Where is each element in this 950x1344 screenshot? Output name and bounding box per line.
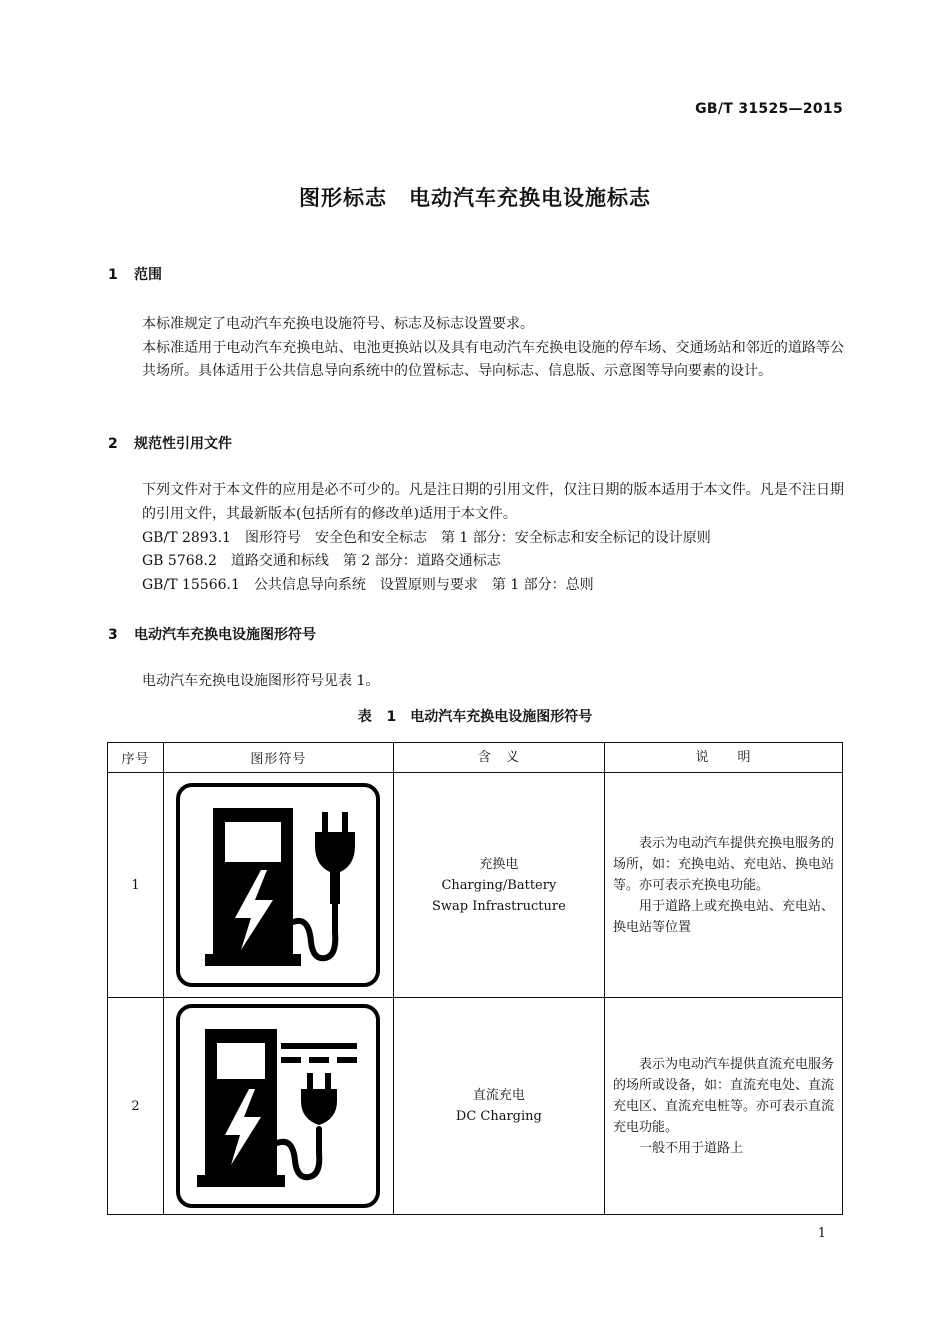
section-number: 3 bbox=[108, 627, 118, 643]
dc-charging-station-icon bbox=[175, 1003, 381, 1209]
section-2-body bbox=[108, 479, 844, 526]
header-symbol: 图形符号 bbox=[163, 743, 393, 773]
header-no: 序号 bbox=[108, 743, 164, 773]
meaning-en: DC Charging bbox=[455, 1109, 542, 1124]
section-number: 1 bbox=[108, 267, 118, 283]
row-number: 2 bbox=[108, 998, 164, 1215]
section-title: 规范性引用文件 bbox=[134, 436, 232, 452]
description-text: 用于道路上或充换电站、充电站、换电站等位置 bbox=[612, 898, 834, 935]
symbol-cell bbox=[163, 773, 393, 998]
description-cell bbox=[604, 773, 842, 998]
section-number: 2 bbox=[108, 436, 118, 452]
description-text: 表示为电动汽车提供直流充电服务的场所或设备，如：直流充电处、直流充电区、直流充电桩等。亦可表示直流充电功能。 bbox=[612, 1056, 834, 1135]
paragraph: 本标准适用于电动汽车充换电站、电池更换站以及具有电动汽车充换电设施的停车场、交通场站和邻近的道路等公共场所。具体适用于公共信息导向系统中的位置标志、导向标志、信息版、示意图等导向要素的设计。 bbox=[142, 339, 844, 379]
section-1-heading bbox=[108, 264, 162, 284]
meaning-cell bbox=[393, 773, 604, 998]
header-meaning: 含 义 bbox=[393, 743, 604, 773]
paragraph: 下列文件对于本文件的应用是必不可少的。凡是注日期的引用文件，仅注日期的版本适用于本文件。凡是不注日期的引用文件，其最新版本(包括所有的修改单)适用于本文件。 bbox=[142, 482, 844, 522]
description-text: 一般不用于道路上 bbox=[638, 1140, 743, 1156]
symbol-table bbox=[107, 742, 843, 1215]
section-title: 范围 bbox=[134, 267, 162, 283]
meaning-en: Swap Infrastructure bbox=[431, 898, 566, 914]
standard-number: GB/T 31525—2015 bbox=[695, 101, 843, 117]
meaning-zh: 直流充电 bbox=[472, 1088, 525, 1103]
reference-item: GB 5768.2 道路交通和标线 第 2 部分：道路交通标志 bbox=[142, 553, 501, 569]
page-number: 1 bbox=[817, 1226, 826, 1241]
section-3-body bbox=[108, 670, 844, 694]
meaning-en: Charging/Battery bbox=[441, 877, 557, 893]
document-title: 图形标志 电动汽车充换电设施标志 bbox=[299, 186, 651, 210]
description-cell bbox=[604, 998, 842, 1215]
reference-item: GB/T 2893.1 图形符号 安全色和安全标志 第 1 部分：安全标志和安全标记的设计原则 bbox=[142, 530, 711, 546]
table-header-row bbox=[108, 743, 843, 773]
description-text: 表示为电动汽车提供充换电服务的场所，如：充换电站、充电站、换电站等。亦可表示充换电功能。 bbox=[612, 835, 834, 893]
row-number: 1 bbox=[108, 773, 164, 998]
header-description: 说 明 bbox=[604, 743, 842, 773]
section-title: 电动汽车充换电设施图形符号 bbox=[134, 627, 316, 643]
reference-item: GB/T 15566.1 公共信息导向系统 设置原则与要求 第 1 部分：总则 bbox=[142, 577, 594, 593]
section-1-body bbox=[108, 313, 844, 384]
paragraph: 电动汽车充换电设施图形符号见表 1。 bbox=[142, 673, 380, 689]
charging-station-plug-icon bbox=[175, 782, 381, 988]
symbol-cell bbox=[163, 998, 393, 1215]
table-row bbox=[108, 998, 843, 1215]
section-3-heading bbox=[108, 624, 316, 644]
table-row bbox=[108, 773, 843, 998]
section-2-heading bbox=[108, 433, 232, 453]
paragraph: 本标准规定了电动汽车充换电设施符号、标志及标志设置要求。 bbox=[142, 316, 534, 332]
meaning-zh: 充换电 bbox=[479, 856, 519, 872]
table-caption: 表 1 电动汽车充换电设施图形符号 bbox=[357, 709, 593, 725]
meaning-cell bbox=[393, 998, 604, 1215]
